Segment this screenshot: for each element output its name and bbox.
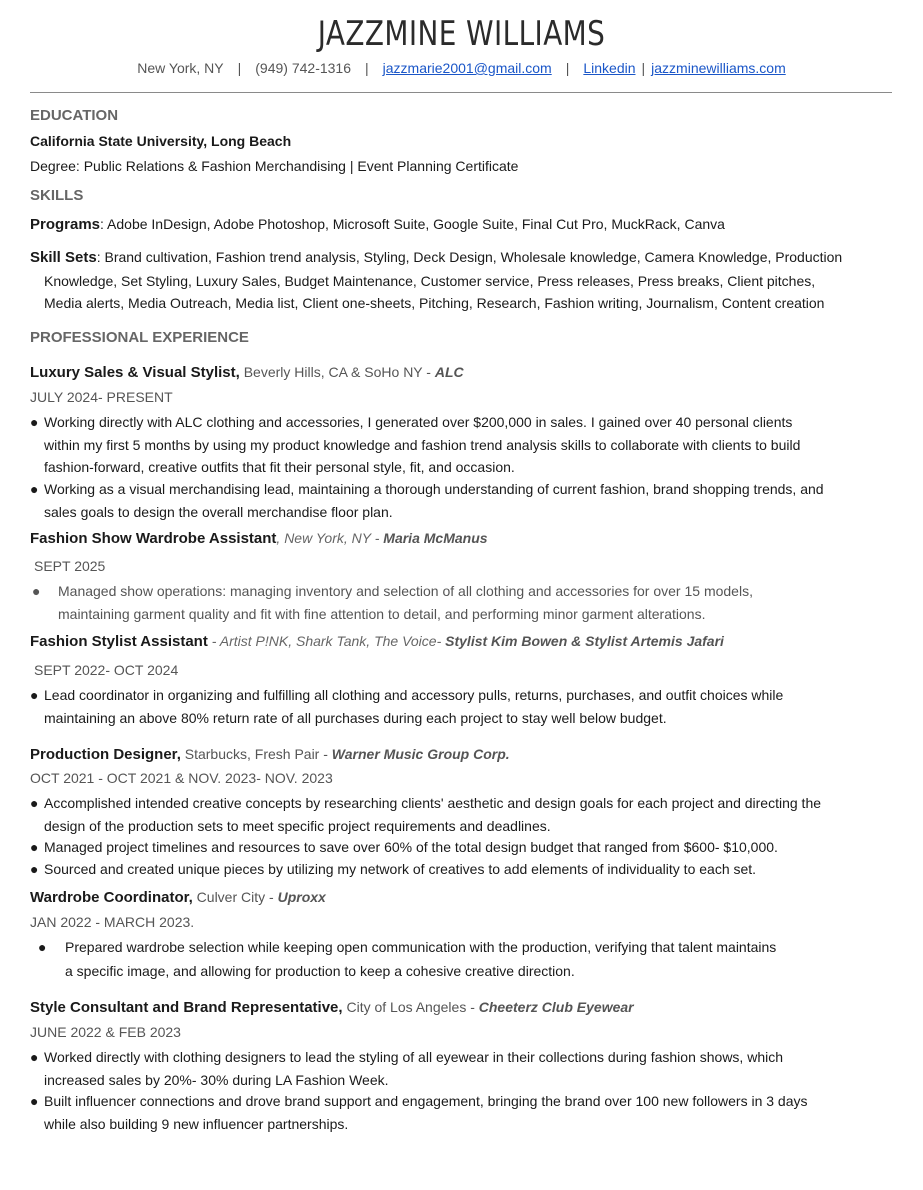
programs-label: Programs xyxy=(30,216,101,233)
bullet-text: Built influencer connections and drove brand support and engagement, bringing the brand over 100 new followers in 3 days xyxy=(44,1093,808,1109)
job-company: ALC xyxy=(434,364,464,380)
job-title: Wardrobe Coordinator, xyxy=(30,889,193,906)
job-location: Culver City - xyxy=(192,889,278,905)
bullet-text: Managed show operations: managing inventory and selection of all clothing and accessories for over 15 models, xyxy=(58,583,753,599)
bullet-icon: ● xyxy=(30,839,39,855)
skillsets-label: Skill Sets xyxy=(30,249,97,266)
phone: (949) 742-1316 xyxy=(255,60,352,76)
skillsets-line: : Brand cultivation, Fashion trend analysis, Styling, Deck Design, Wholesale knowledge, Camera Knowledge, Production xyxy=(96,249,843,265)
bullet-text: increased sales by 20%- 30% during LA Fashion Week. xyxy=(44,1071,389,1088)
job-location: City of Los Angeles - xyxy=(342,999,479,1015)
bullet-icon: ● xyxy=(38,939,47,955)
list-item xyxy=(30,478,905,523)
job-title: Fashion Stylist Assistant xyxy=(30,633,208,650)
job-dash: - xyxy=(422,364,435,380)
job-date: JAN 2022 - MARCH 2023. xyxy=(30,914,195,930)
bullet-text: Prepared wardrobe selection while keeping open communication with the production, verifying that talent maintains xyxy=(65,939,777,955)
bullet-text: Accomplished intended creative concepts by researching clients' aesthetic and design goals for each project and directing the xyxy=(44,795,822,811)
job-date: JUNE 2022 & FEB 2023 xyxy=(30,1024,181,1040)
school-name: California State University, Long Beach xyxy=(30,133,292,149)
bullet-text: maintaining garment quality and fit with fine attention to detail, and performing minor garment alterations. xyxy=(58,605,706,622)
bullet-icon: ● xyxy=(32,583,41,599)
job-title: Luxury Sales & Visual Stylist, xyxy=(30,364,240,381)
job-title-line xyxy=(30,999,900,1016)
programs-list: : Adobe InDesign, Adobe Photoshop, Microsoft Suite, Google Suite, Final Cut Pro, MuckRack, Canva xyxy=(100,216,725,232)
list-item xyxy=(30,580,905,625)
bullet-text: maintaining an above 80% return rate of all purchases during each project to stay well below budget. xyxy=(44,709,667,726)
job-date: SEPT 2025 xyxy=(34,558,106,574)
bullet-text: while also building 9 new influencer partnerships. xyxy=(44,1115,349,1132)
experience-heading: PROFESSIONAL EXPERIENCE xyxy=(30,329,249,346)
list-item xyxy=(30,858,905,881)
job-company: Warner Music Group Corp. xyxy=(331,746,510,762)
bullet-icon: ● xyxy=(30,861,39,877)
job-title: Style Consultant and Brand Representative, xyxy=(30,999,343,1016)
list-item xyxy=(30,1046,905,1091)
list-item xyxy=(30,836,905,859)
job-location: , New York, NY - xyxy=(276,530,384,546)
job-company: Cheeterz Club Eyewear xyxy=(478,999,634,1015)
candidate-name: JAZZMINE WILLIAMS xyxy=(317,14,606,54)
programs-line xyxy=(30,216,900,233)
header-divider xyxy=(30,92,892,93)
list-item xyxy=(30,411,905,479)
list-item xyxy=(30,936,905,983)
bullet-icon: ● xyxy=(30,1049,39,1065)
job-title-line xyxy=(30,746,900,763)
job-location: Starbucks, Fresh Pair - xyxy=(180,746,332,762)
job-location: - Artist P!NK, Shark Tank, The Voice- xyxy=(207,633,446,649)
list-item xyxy=(30,792,905,837)
skillsets-line: Knowledge, Set Styling, Luxury Sales, Budget Maintenance, Customer service, Press releases, Press breaks, Client pitches, xyxy=(44,272,816,289)
job-title: Production Designer, xyxy=(30,746,181,763)
separator: | xyxy=(641,60,646,76)
job-company: Stylist Kim Bowen & Stylist Artemis Jafari xyxy=(445,633,724,649)
job-date: SEPT 2022- OCT 2024 xyxy=(34,662,179,678)
job-company: Maria McManus xyxy=(383,530,488,546)
bullet-icon: ● xyxy=(30,795,39,811)
separator: | xyxy=(565,60,570,76)
education-heading: EDUCATION xyxy=(30,107,119,124)
bullet-text: Lead coordinator in organizing and fulfilling all clothing and accessory pulls, returns, purchases, and outfit choices while xyxy=(44,687,784,703)
bullet-text: design of the production sets to meet specific project requirements and deadlines. xyxy=(44,817,551,834)
job-company: Uproxx xyxy=(277,889,326,905)
bullet-text: Working directly with ALC clothing and accessories, I generated over $200,000 in sales. I gained over 40 personal clients xyxy=(44,414,793,430)
job-title-line xyxy=(30,889,900,906)
skills-heading: SKILLS xyxy=(30,187,84,204)
contact-line xyxy=(0,60,923,76)
bullet-text: within my first 5 months by using my product knowledge and fashion trend analysis skills to collaborate with clients to build xyxy=(44,436,801,453)
bullet-icon: ● xyxy=(30,414,39,430)
list-item xyxy=(30,684,905,729)
job-date: JULY 2024- PRESENT xyxy=(30,389,173,405)
bullet-text: Worked directly with clothing designers to lead the styling of all eyewear in their collections during fashion shows, which xyxy=(44,1049,784,1065)
job-title-line xyxy=(30,633,900,650)
list-item xyxy=(30,1090,905,1135)
bullet-icon: ● xyxy=(30,481,39,497)
bullet-text: fashion-forward, creative outfits that fit their personal style, fit, and occasion. xyxy=(44,459,515,475)
bullet-icon: ● xyxy=(30,1093,39,1109)
website-link[interactable]: jazzminewilliams.com xyxy=(651,60,786,76)
job-date: OCT 2021 - OCT 2021 & NOV. 2023- NOV. 2023 xyxy=(30,770,333,786)
skillsets-line: Media alerts, Media Outreach, Media list, Client one-sheets, Pitching, Research, Fashion writing, Journalism, Content creation xyxy=(44,295,825,311)
separator: | xyxy=(237,60,242,76)
linkedin-link[interactable]: Linkedin xyxy=(583,60,636,76)
bullet-text: Working as a visual merchandising lead, maintaining a thorough understanding of current fashion, brand shopping trends, and xyxy=(44,481,824,497)
job-title: Fashion Show Wardrobe Assistant xyxy=(30,530,277,547)
bullet-text: a specific image, and allowing for production to keep a cohesive creative direction. xyxy=(65,962,575,979)
location: New York, NY xyxy=(137,60,224,76)
job-location: Beverly Hills, CA & SoHo NY xyxy=(239,364,423,380)
bullet-text: Sourced and created unique pieces by utilizing my network of creatives to add elements of individuality to each set. xyxy=(44,861,757,877)
job-title-line xyxy=(30,530,900,547)
bullet-text: sales goals to design the overall merchandise floor plan. xyxy=(44,503,393,520)
bullet-icon: ● xyxy=(30,687,39,703)
degree: Degree: Public Relations & Fashion Merchandising | Event Planning Certificate xyxy=(30,158,519,174)
bullet-text: Managed project timelines and resources to save over 60% of the total design budget that ranged from $600- $10,000. xyxy=(44,839,778,855)
email-link[interactable]: jazzmarie2001@gmail.com xyxy=(382,60,552,76)
separator: | xyxy=(365,60,369,76)
skillsets-block xyxy=(30,246,900,315)
job-title-line xyxy=(30,364,900,381)
